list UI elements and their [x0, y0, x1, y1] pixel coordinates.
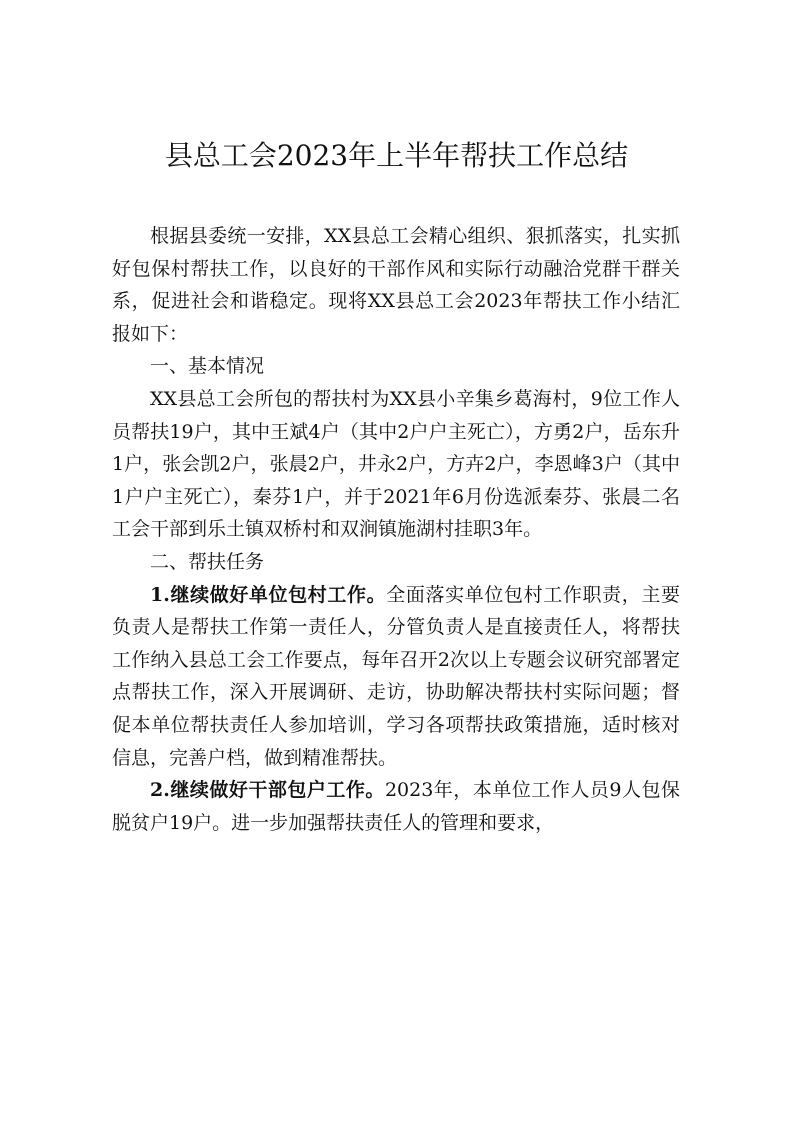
- section-heading-basic-info: 一、基本情况: [150, 355, 265, 378]
- task-item-1-text: 全面落实单位包村工作职责，主要负责人是帮扶工作第一责任人，分管负责人是直接责任人，将帮扶工作纳入县总工会工作要点，每年召开2次以上专题会议研究部署定点帮扶工作，深入开展调研、走访，协助解决帮扶村实际问题；督促本单位帮扶责任人参加培训，学习各项帮扶政策措施，适时核对信息，完善户档，做到精准帮扶。: [112, 583, 680, 769]
- task-item-2-text: 2023年，本单位工作人员9人包保脱贫户19户。进一步加强帮扶责任人的管理和要求，: [112, 779, 680, 834]
- intro-paragraph: 根据县委统一安排，XX县总工会精心组织、狠抓落实，扎实抓好包保村帮扶工作，以良好的干部作风和实际行动融洽党群干群关系，促进社会和谐稳定。现将XX县总工会2023年帮扶工作小结汇报如下：: [112, 225, 680, 345]
- section-heading-tasks: 二、帮扶任务: [150, 550, 265, 573]
- task-item-2-lead: 2.继续做好干部包户工作。: [150, 779, 385, 802]
- document-title: 县总工会2023年上半年帮扶工作总结: [164, 139, 629, 172]
- task-item-2: [112, 774, 680, 839]
- task-item-1-lead: 1.继续做好单位包村工作。: [150, 583, 387, 606]
- task-item-1: [112, 579, 680, 775]
- basic-info-paragraph: XX县总工会所包的帮扶村为XX县小辛集乡葛海村，9位工作人员帮扶19户，其中王斌4户（其中2户户主死亡），方勇2户，岳东升1户，张会凯2户，张晨2户，井永2户，方卉2户，李恩峰3户（其中1户户主死亡），秦芬1户，并于2021年6月份选派秦芬、张晨二名工会干部到乐土镇双桥村和双涧镇施湖村挂职3年。: [112, 387, 680, 541]
- document-body: [112, 220, 680, 839]
